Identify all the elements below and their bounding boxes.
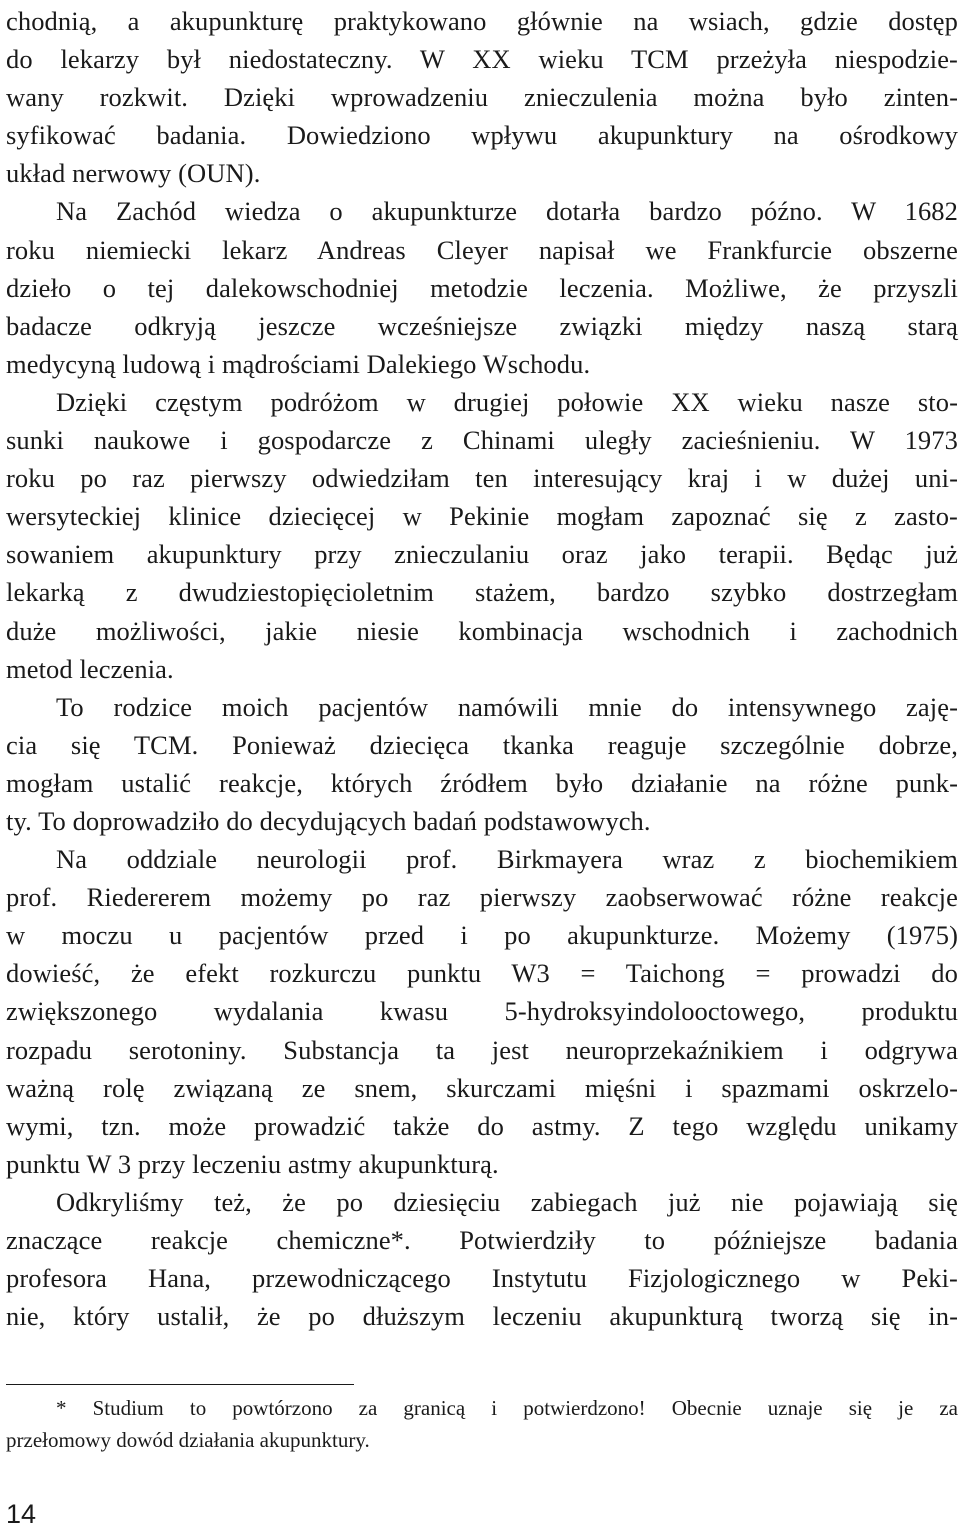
text-line: badacze odkryją jeszcze wcześniejsze związki między naszą starą [6,310,958,341]
text-line: Na oddziale neurologii prof. Birkmayera wraz z biochemikiem [56,844,958,875]
text-line: roku niemiecki lekarz Andreas Cleyer napisał we Frankfurcie obszerne [6,234,958,265]
text-line: wersyteckiej klinice dziecięcej w Pekinie mogłam zapoznać się z zasto- [6,501,958,532]
text-line: metod leczenia. [6,653,174,684]
footnote-line: przełomowy dowód działania akupunktury. [6,1428,370,1452]
text-line: Dzięki częstym podróżom w drugiej połowie XX wieku nasze sto- [56,386,958,417]
text-line: lekarką z dwudziestopięcioletnim stażem, bardzo szybko dostrzegłam [6,577,958,608]
body-text [6,2,958,1335]
text-line: chodnią, a akupunkturę praktykowano głównie na wsiach, gdzie dostęp [6,6,958,36]
text-line: w moczu u pacjentów przed i po akupunkturze. Możemy (1975) [6,920,958,951]
text-line: profesora Hana, przewodniczącego Instytutu Fizjologicznego w Peki- [6,1263,958,1294]
text-line: nie, który ustalił, że po dłuższym leczeniu akupunkturą tworzą się in- [6,1301,958,1332]
text-line: syfikować badania. Dowiedziono wpływu akupunktury na ośrodkowy [6,120,958,151]
text-line: mogłam ustalić reakcje, których źródłem było działanie na różne punk- [6,767,958,798]
page-number: 14 [6,1499,37,1529]
text-line: sunki naukowe i gospodarcze z Chinami uległy zacieśnieniu. W 1973 [6,425,958,456]
text-line: wymi, tzn. może prowadzić także do astmy. Z tego względu unikamy [6,1110,958,1141]
text-line: do lekarzy był niedostateczny. W XX wieku TCM przeżyła niespodzie- [6,44,958,75]
text-line: sowaniem akupunktury przy znieczulaniu oraz jako terapii. Będąc już [6,539,958,570]
text-line: Na Zachód wiedza o akupunkturze dotarła bardzo późno. W 1682 [56,196,958,227]
text-line: prof. Riedererem możemy po raz pierwszy zaobserwować różne reakcje [6,882,958,913]
text-line: ty. To doprowadziło do decydujących badań podstawowych. [6,805,651,836]
text-line: cia się TCM. Ponieważ dziecięca tkanka reaguje szczególnie dobrze, [6,729,958,760]
footnote-divider [6,1384,354,1385]
book-page [6,0,958,1531]
text-line: duże możliwości, jakie niesie kombinacja wschodnich i zachodnich [6,615,958,646]
text-line: Odkryliśmy też, że po dziesięciu zabiegach już nie pojawiają się [56,1186,958,1217]
text-line: To rodzice moich pacjentów namówili mnie do intensywnego zaję- [56,691,958,722]
text-line: medycyną ludową i mądrościami Dalekiego Wschodu. [6,348,591,379]
text-line: dowieść, że efekt rozkurczu punktu W3 = Taichong = prowadzi do [6,958,958,989]
text-line: roku po raz pierwszy odwiedziłam ten interesujący kraj i w dużej uni- [6,463,958,494]
footnote [6,1392,958,1456]
text-line: wany rozkwit. Dzięki wprowadzeniu znieczulenia można było zinten- [6,82,958,113]
footnote-line: * Studium to powtórzono za granicą i potwierdzono! Obecnie uznaje się je za [56,1396,958,1420]
text-line: znaczące reakcje chemiczne*. Potwierdziły to późniejsze badania [6,1225,958,1255]
text-line: rozpadu serotoniny. Substancja ta jest neuroprzekaźnikiem i odgrywa [6,1034,958,1065]
text-line: zwiększonego wydalania kwasu 5-hydroksyindolooctowego, produktu [6,996,958,1027]
text-line: ważną rolę związaną ze snem, skurczami mięśni i spazmami oskrzelo- [6,1072,958,1103]
text-line: dzieło o tej dalekowschodniej metodzie leczenia. Możliwe, że przyszli [6,272,958,303]
text-line: układ nerwowy (OUN). [6,158,261,189]
text-line: punktu W 3 przy leczeniu astmy akupunkturą. [6,1148,499,1179]
